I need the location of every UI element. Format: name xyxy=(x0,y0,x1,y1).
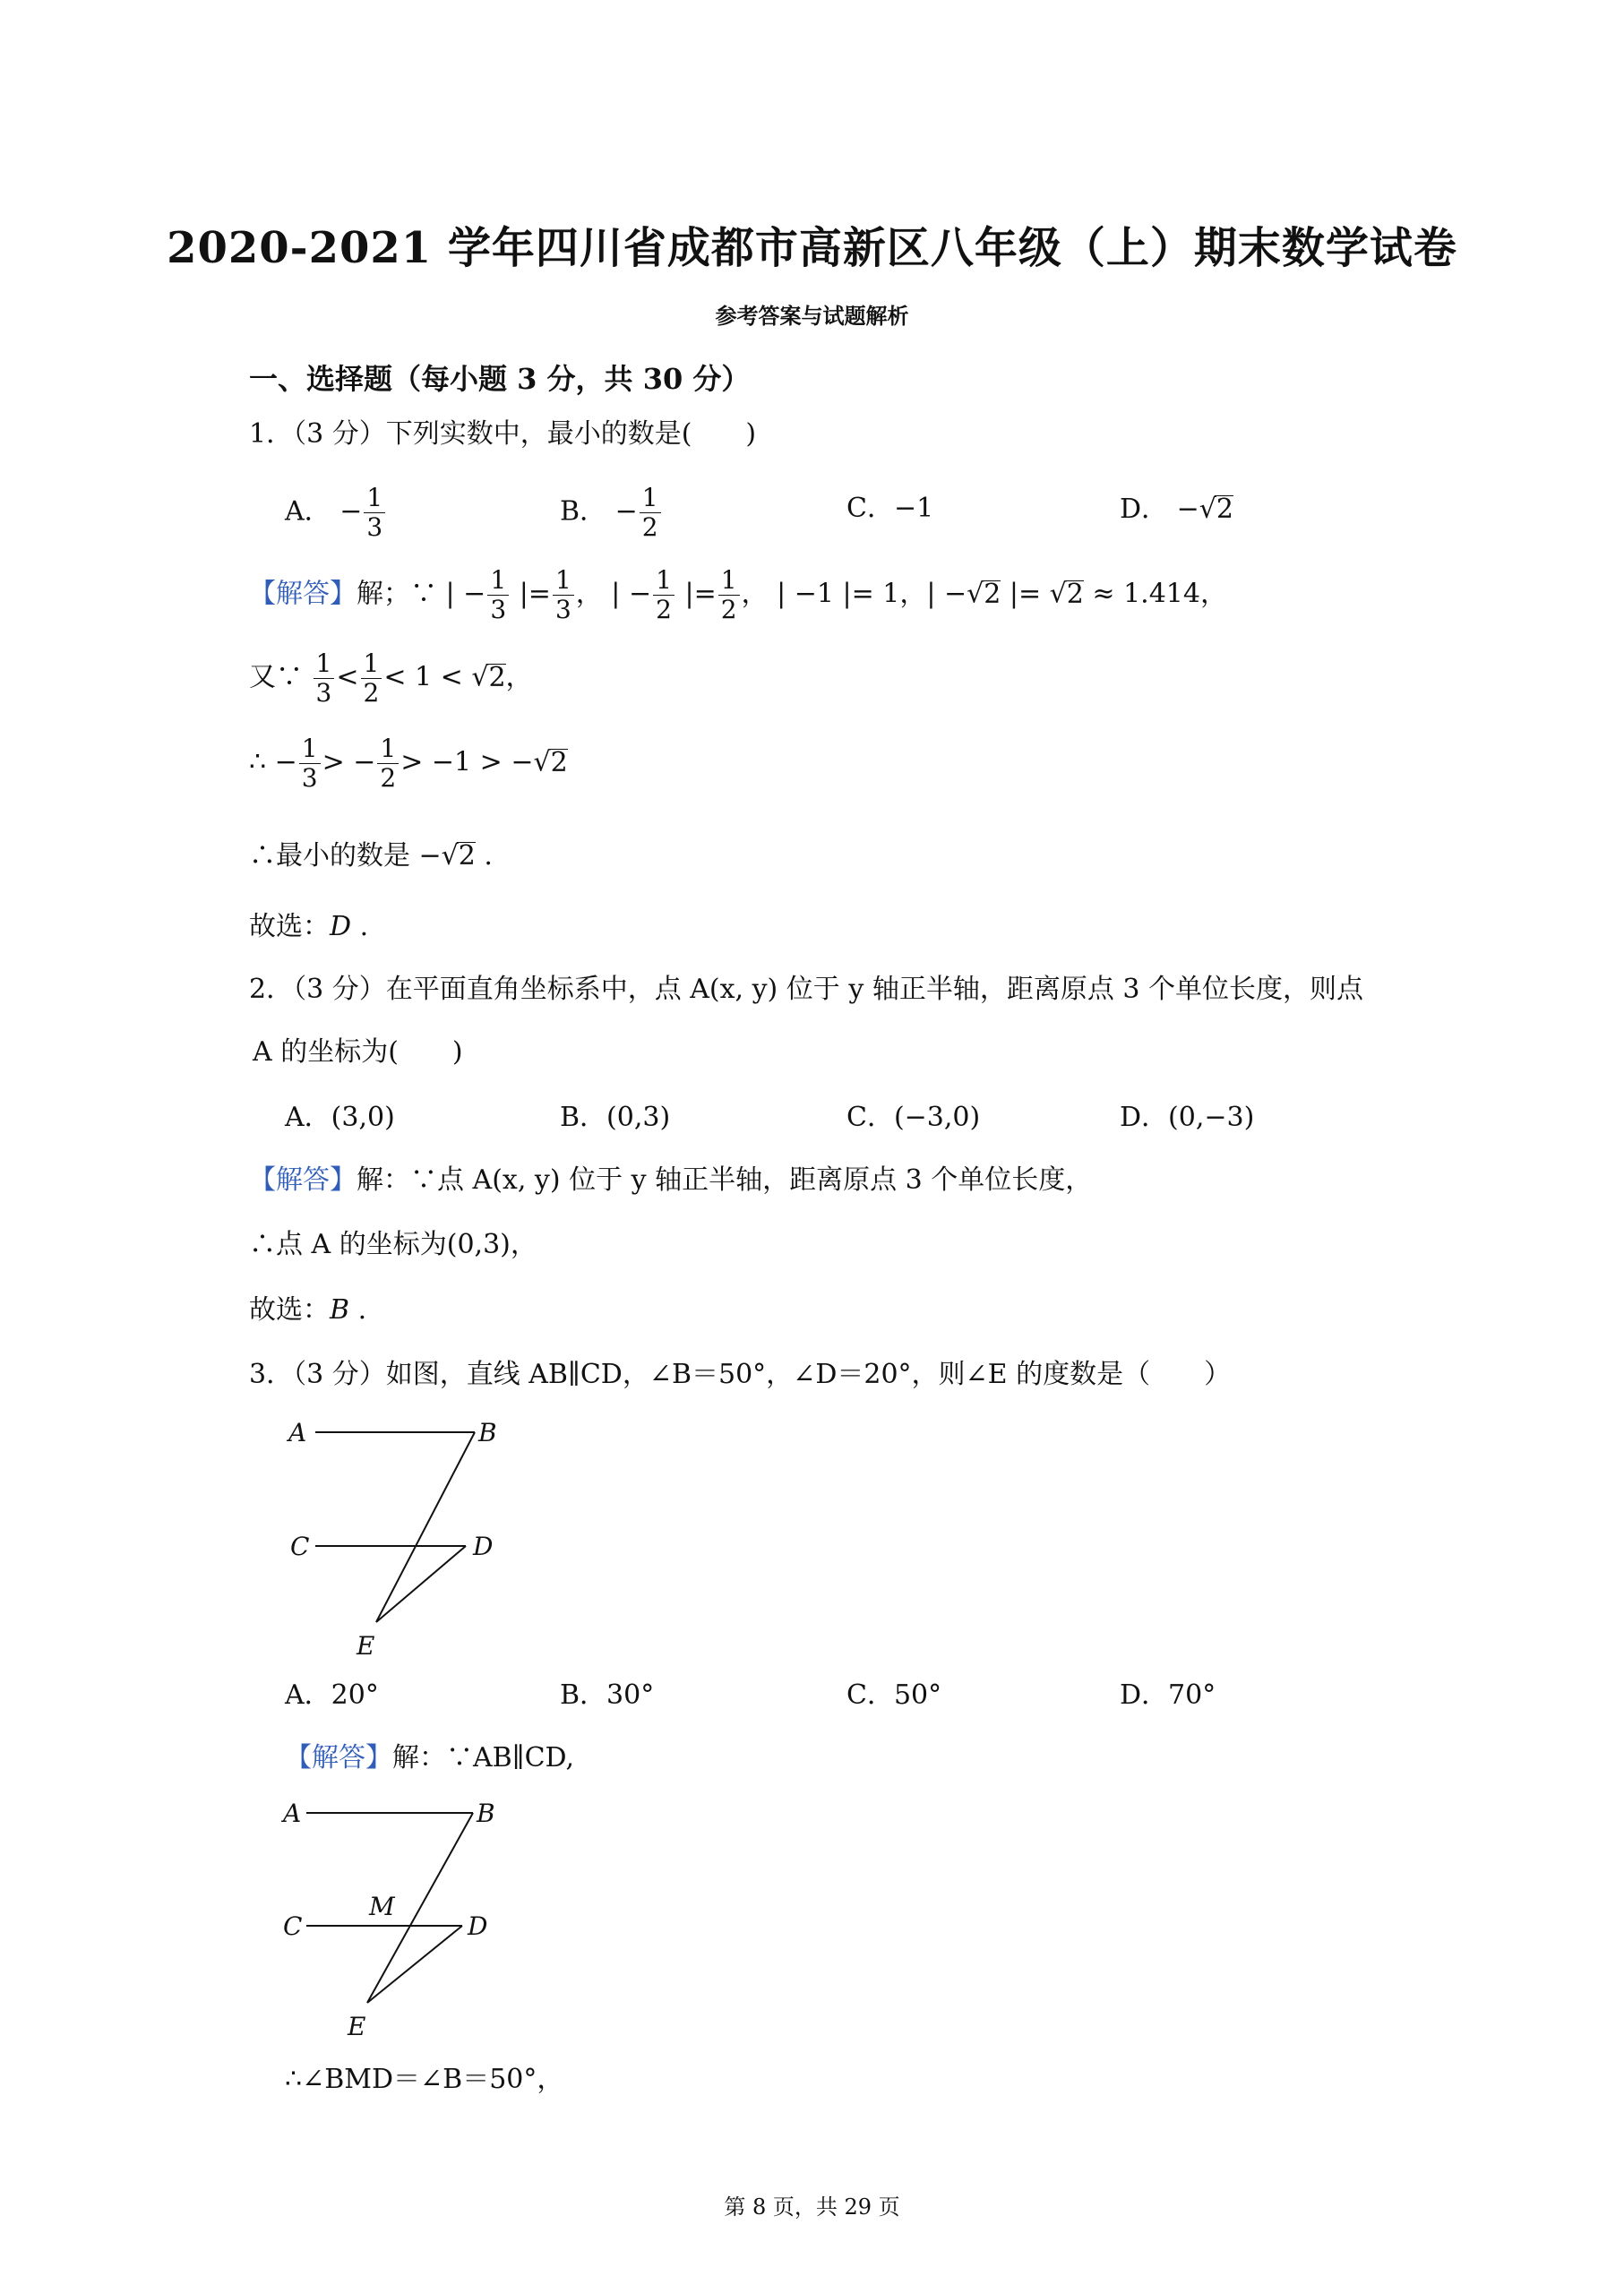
choice-letter: B xyxy=(330,1294,350,1326)
q2-answer xyxy=(249,1164,1093,1196)
answer-tag: 【解答】 xyxy=(285,1742,392,1773)
q2-option-b: B．(0,3) xyxy=(560,1102,671,1133)
line3-prefix: ∴ xyxy=(249,746,267,778)
label-m: M xyxy=(369,1892,395,1921)
q1-stem: 1．（3 分）下列实数中，最小的数是( ) xyxy=(249,418,757,450)
label-c: C xyxy=(290,1532,310,1561)
page-footer: 第 8 页，共 29 页 xyxy=(724,2194,900,2220)
answer-prefix: 解；∵ xyxy=(357,578,437,610)
answer-tag: 【解答】 xyxy=(249,1164,357,1196)
line-be xyxy=(376,1432,475,1622)
conclusion-text: ∴最小的数是 xyxy=(249,840,410,872)
label-b: B xyxy=(477,1799,495,1828)
q3-option-c: C．50° xyxy=(846,1679,942,1711)
q3-figure xyxy=(278,1402,528,1662)
q3-answer xyxy=(285,1742,575,1773)
section-heading: 一、选择题（每小题 3 分，共 30 分） xyxy=(249,362,751,396)
q1-option-d-label: D． xyxy=(1120,494,1169,525)
q3-option-a: A．20° xyxy=(285,1679,379,1711)
fraction: $\frac{1}{2}$ xyxy=(377,734,399,793)
fraction: $\frac{1}{3}$ xyxy=(487,566,509,624)
q1-choice: 故选：D . xyxy=(249,911,369,942)
label-d: D xyxy=(473,1532,494,1561)
answer-text: 解：∵点 A(x, y) 位于 y 轴正半轴，距离原点 3 个单位长度， xyxy=(357,1164,1093,1196)
fraction: $\frac{1}{3}$ xyxy=(364,484,385,542)
q1-option-b-label: B． xyxy=(560,495,607,528)
line-de xyxy=(376,1546,466,1622)
q2-stem-line2: A 的坐标为( ) xyxy=(253,1036,463,1068)
label-c: C xyxy=(283,1911,303,1941)
label-a: A xyxy=(288,1418,307,1447)
q2-option-c: C．(−3,0) xyxy=(846,1102,981,1133)
choice-prefix: 故选： xyxy=(249,911,330,942)
q2-stem-line1: 2．（3 分）在平面直角坐标系中，点 A(x, y) 位于 y 轴正半轴，距离原点 3 个单位长度，则点 xyxy=(249,974,1363,1005)
q1-line2: 又∵ $\frac{1}{3}$ < $\frac{1}{2}$ < 1 < √2， xyxy=(249,648,533,709)
label-a: A xyxy=(283,1799,302,1828)
fraction: $\frac{1}{2}$ xyxy=(718,566,740,624)
fraction: $\frac{1}{3}$ xyxy=(314,649,335,708)
q1-option-a: A． − $\frac{1}{3}$ xyxy=(285,484,387,542)
q3-stem: 3．（3 分）如图，直线 AB∥CD，∠B＝50°，∠D＝20°，则∠E 的度数是（ ） xyxy=(249,1359,1232,1390)
q1-answer: 【解答】解；∵ | − $\frac{1}{3}$ |= $\frac{1}{3}$ ， | − $\frac{1}{2}$ |= $\frac{1}{2}$ ， | −1 |= 1，| −√2 |= √2 ≈ 1.414， xyxy=(249,565,1227,625)
fraction: $\frac{1}{2}$ xyxy=(640,484,661,542)
label-e: E xyxy=(348,2012,366,2041)
fraction: $\frac{1}{2}$ xyxy=(653,566,675,624)
q2-line2: ∴点 A 的坐标为(0,3)， xyxy=(249,1229,537,1260)
q2-option-d: D．(0,−3) xyxy=(1120,1102,1255,1133)
fraction: $\frac{1}{2}$ xyxy=(361,649,382,708)
q3-line2: ∴∠BMD＝∠B＝50°， xyxy=(285,2064,564,2095)
q2-choice: 故选：B . xyxy=(249,1294,367,1326)
q3-solution-figure xyxy=(269,1782,528,2047)
q1-option-a-label: A． xyxy=(285,495,331,528)
q1-option-c: C．−1 xyxy=(846,493,934,524)
q3-option-b: B．30° xyxy=(560,1679,655,1711)
answer-text: 解：∵AB∥CD, xyxy=(392,1742,575,1773)
q1-option-d: D． −√2 xyxy=(1120,494,1233,525)
page-title: 2020-2021 学年四川省成都市高新区八年级（上）期末数学试卷 xyxy=(167,223,1457,273)
q1-option-b: B． − $\frac{1}{2}$ xyxy=(560,484,663,542)
label-e: E xyxy=(357,1631,375,1661)
choice-prefix: 故选： xyxy=(249,1294,330,1326)
label-d: D xyxy=(468,1911,488,1941)
line2-prefix: 又∵ xyxy=(249,661,303,693)
q3-option-d: D．70° xyxy=(1120,1679,1216,1711)
choice-letter: D xyxy=(330,911,352,942)
answer-tag: 【解答】 xyxy=(249,578,357,610)
fraction: $\frac{1}{3}$ xyxy=(299,734,321,793)
line-de xyxy=(367,1926,462,2003)
q1-conclusion: ∴最小的数是 −√2 . xyxy=(249,840,493,872)
q1-line3: ∴ − $\frac{1}{3}$ > − $\frac{1}{2}$ > −1 > −√2 xyxy=(249,734,568,794)
q2-option-a: A．(3,0) xyxy=(285,1102,395,1133)
page-subtitle: 参考答案与试题解析 xyxy=(715,303,909,329)
fraction: $\frac{1}{3}$ xyxy=(553,566,574,624)
label-b: B xyxy=(478,1418,497,1447)
